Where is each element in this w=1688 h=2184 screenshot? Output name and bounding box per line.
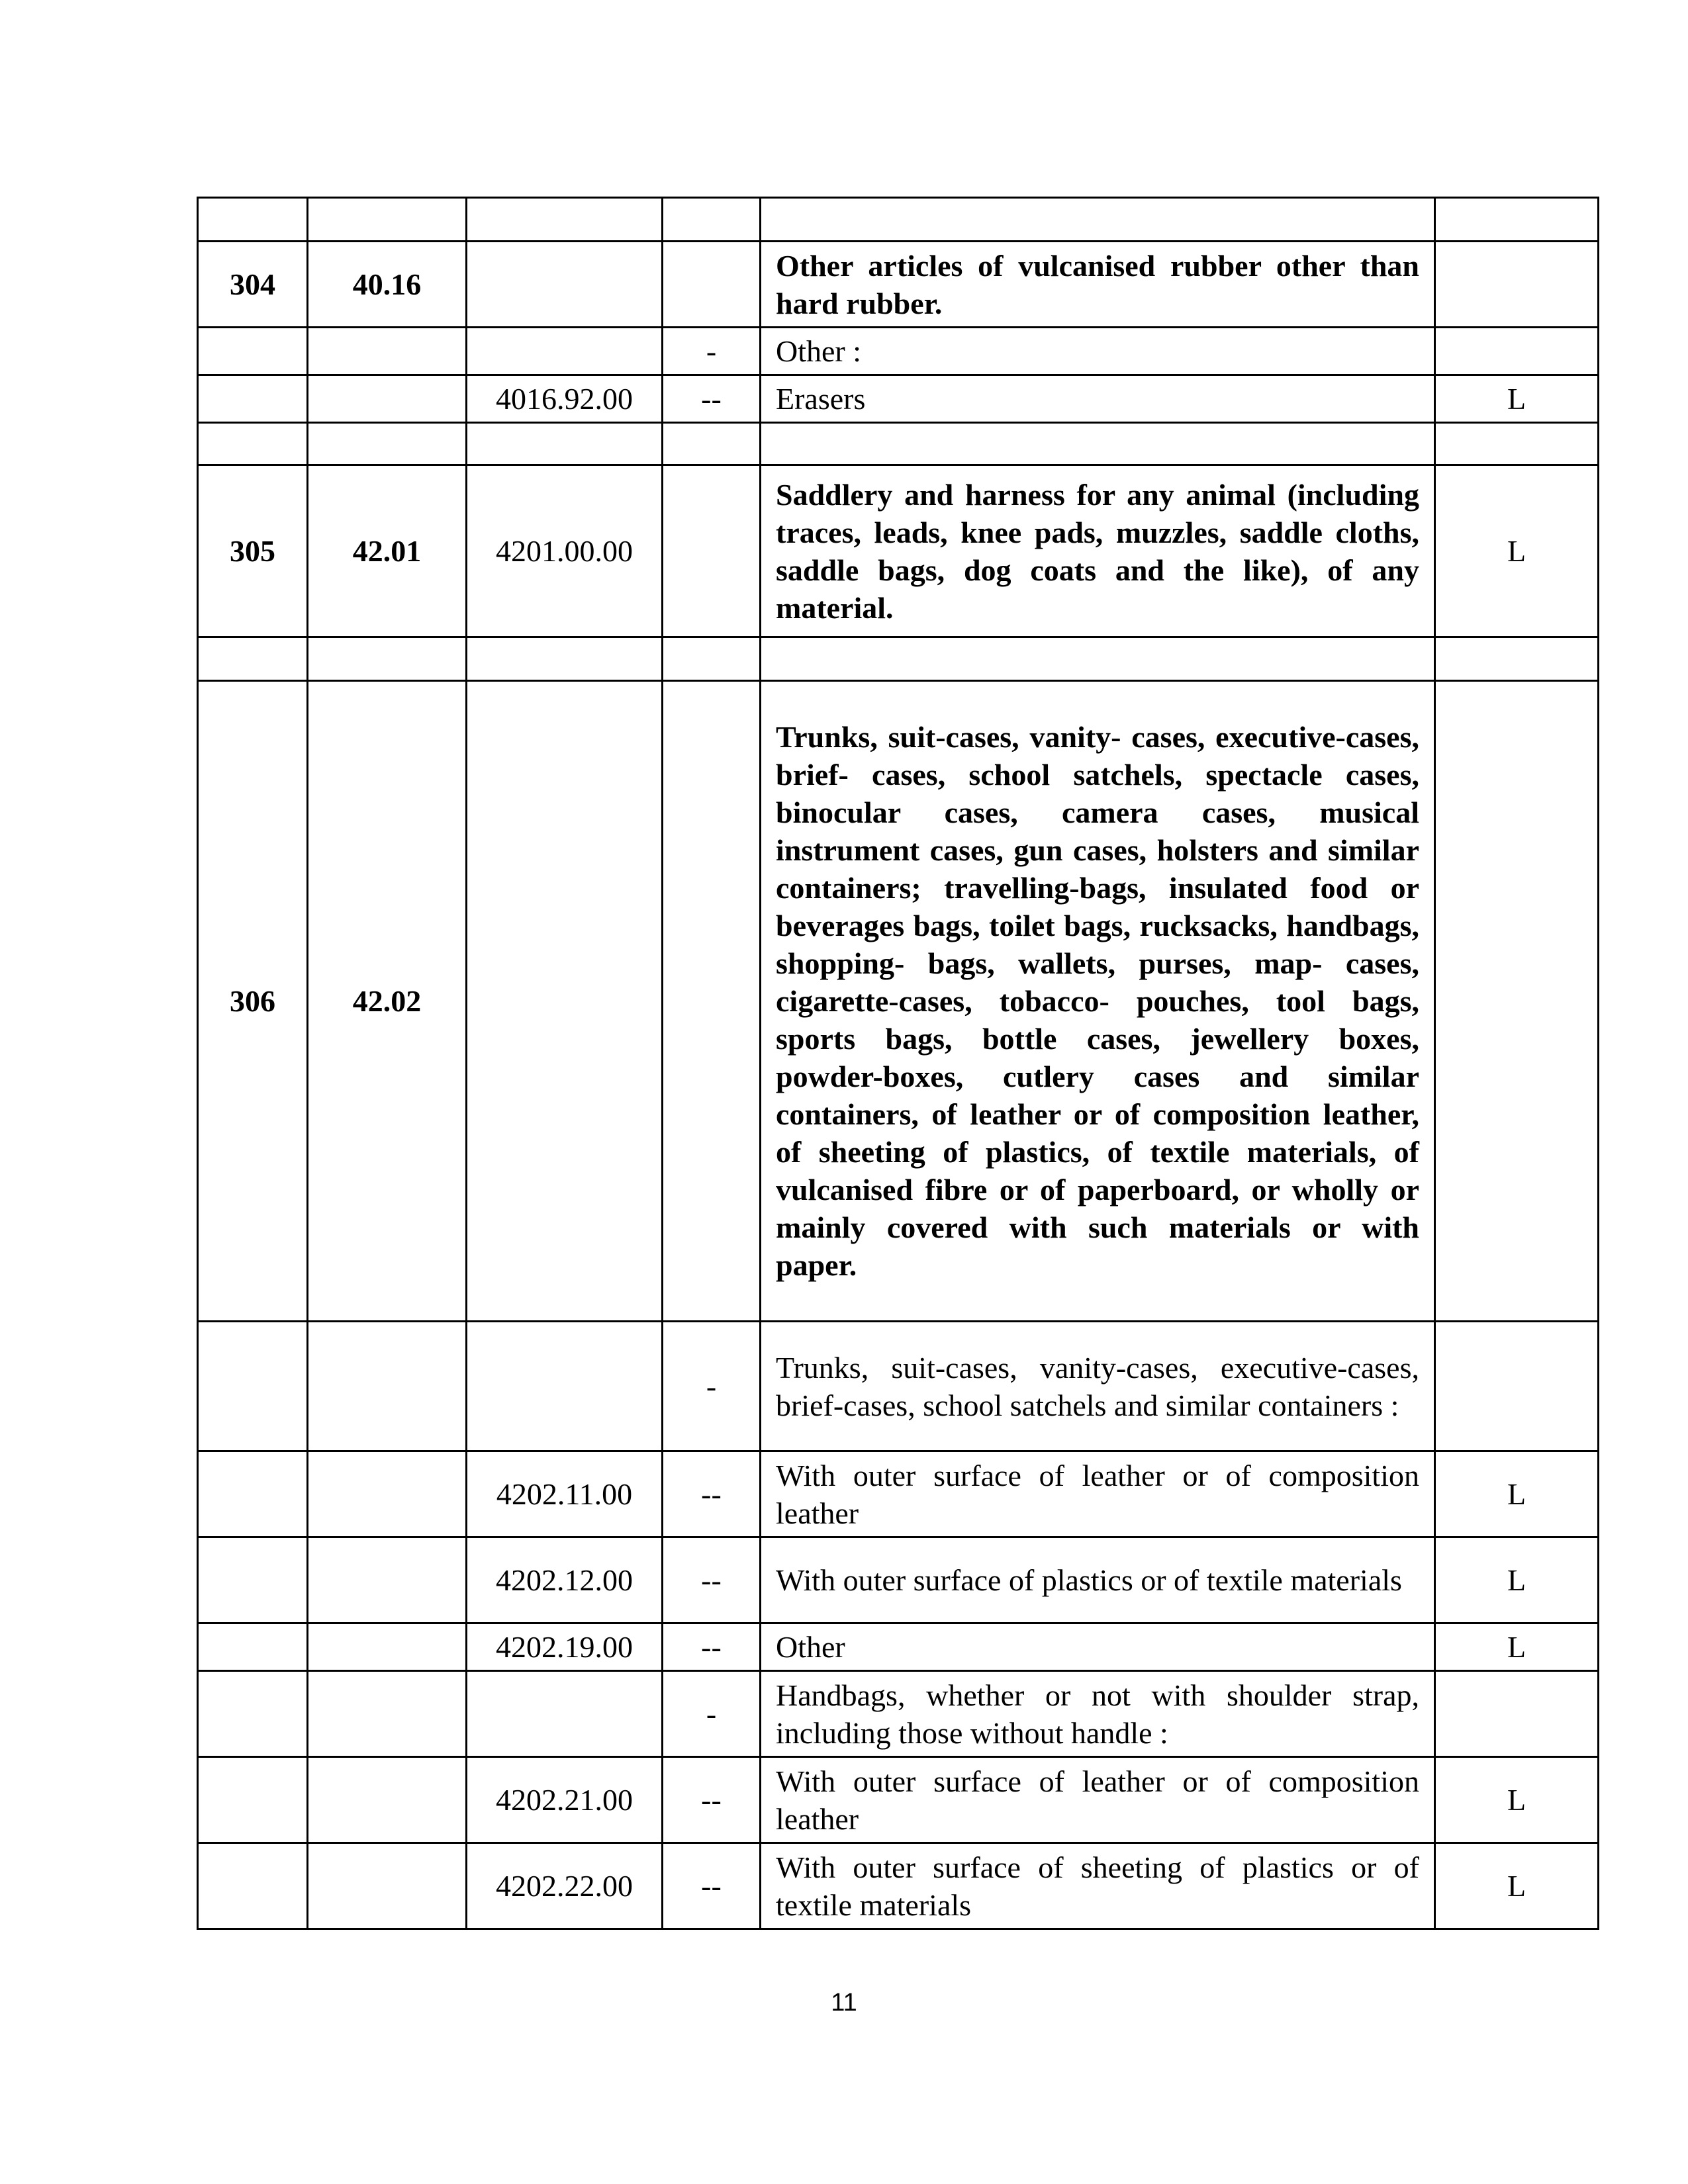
heading-cell xyxy=(308,1843,467,1929)
description-cell xyxy=(761,423,1435,465)
dash-cell xyxy=(663,242,761,328)
description-cell: Other articles of vulcanised rubber other than hard rubber. xyxy=(761,242,1435,328)
hs-code-cell xyxy=(467,242,663,328)
table-row xyxy=(198,637,1599,681)
dash-cell xyxy=(663,423,761,465)
hs-code-cell xyxy=(467,681,663,1322)
heading-cell xyxy=(308,1537,467,1623)
dash-cell xyxy=(663,637,761,681)
hs-code-cell: 4016.92.00 xyxy=(467,375,663,423)
dash-cell: -- xyxy=(663,1757,761,1843)
heading-cell xyxy=(308,637,467,681)
page-number: 11 xyxy=(831,1989,857,2017)
dash-cell: -- xyxy=(663,375,761,423)
hs-code-cell xyxy=(467,1671,663,1757)
mark-cell xyxy=(1435,242,1599,328)
sl-no-cell xyxy=(198,1623,308,1671)
heading-cell xyxy=(308,1757,467,1843)
sl-no-cell: 306 xyxy=(198,681,308,1322)
mark-cell xyxy=(1435,423,1599,465)
mark-cell xyxy=(1435,198,1599,242)
dash-cell: - xyxy=(663,1322,761,1451)
table-row xyxy=(198,1451,1599,1537)
hs-code-cell xyxy=(467,1322,663,1451)
mark-cell: L xyxy=(1435,1623,1599,1671)
table-row xyxy=(198,1537,1599,1623)
sl-no-cell xyxy=(198,637,308,681)
table-row xyxy=(198,198,1599,242)
hs-code-cell: 4202.12.00 xyxy=(467,1537,663,1623)
heading-cell xyxy=(308,1451,467,1537)
heading-cell xyxy=(308,1671,467,1757)
description-cell xyxy=(761,198,1435,242)
table-row xyxy=(198,328,1599,375)
description-cell: Handbags, whether or not with shoulder strap, including those without handle : xyxy=(761,1671,1435,1757)
mark-cell: L xyxy=(1435,1757,1599,1843)
heading-cell xyxy=(308,375,467,423)
sl-no-cell xyxy=(198,1322,308,1451)
dash-cell xyxy=(663,198,761,242)
dash-cell xyxy=(663,465,761,637)
mark-cell xyxy=(1435,1671,1599,1757)
sl-no-cell: 305 xyxy=(198,465,308,637)
table-row xyxy=(198,375,1599,423)
hs-code-cell: 4202.21.00 xyxy=(467,1757,663,1843)
table-row xyxy=(198,1322,1599,1451)
dash-cell: -- xyxy=(663,1843,761,1929)
hs-code-cell: 4202.11.00 xyxy=(467,1451,663,1537)
hs-code-cell: 4202.22.00 xyxy=(467,1843,663,1929)
description-cell: With outer surface of leather or of composition leather xyxy=(761,1451,1435,1537)
description-cell: Saddlery and harness for any animal (including traces, leads, knee pads, muzzles, saddle cloths, saddle bags, dog coats and the like), of any material. xyxy=(761,465,1435,637)
mark-cell: L xyxy=(1435,375,1599,423)
description-cell: With outer surface of leather or of composition leather xyxy=(761,1757,1435,1843)
table-row xyxy=(198,1757,1599,1843)
sl-no-cell xyxy=(198,1671,308,1757)
dash-cell xyxy=(663,681,761,1322)
table-row xyxy=(198,423,1599,465)
table-row xyxy=(198,1843,1599,1929)
table-row xyxy=(198,1623,1599,1671)
dash-cell: - xyxy=(663,1671,761,1757)
sl-no-cell xyxy=(198,423,308,465)
hs-code-cell: 4201.00.00 xyxy=(467,465,663,637)
mark-cell: L xyxy=(1435,465,1599,637)
dash-cell: -- xyxy=(663,1623,761,1671)
hs-code-cell xyxy=(467,423,663,465)
heading-cell xyxy=(308,1322,467,1451)
heading-cell: 42.02 xyxy=(308,681,467,1322)
description-cell: Other : xyxy=(761,328,1435,375)
hs-code-cell xyxy=(467,328,663,375)
description-cell: Erasers xyxy=(761,375,1435,423)
table-row xyxy=(198,242,1599,328)
heading-cell xyxy=(308,423,467,465)
tariff-table xyxy=(197,197,1599,1930)
sl-no-cell xyxy=(198,1843,308,1929)
heading-cell xyxy=(308,1623,467,1671)
sl-no-cell xyxy=(198,1537,308,1623)
sl-no-cell xyxy=(198,328,308,375)
mark-cell: L xyxy=(1435,1537,1599,1623)
table-row xyxy=(198,1671,1599,1757)
mark-cell xyxy=(1435,328,1599,375)
description-cell: With outer surface of plastics or of textile materials xyxy=(761,1537,1435,1623)
description-cell xyxy=(761,637,1435,681)
mark-cell: L xyxy=(1435,1843,1599,1929)
sl-no-cell xyxy=(198,1757,308,1843)
description-cell: Trunks, suit-cases, vanity-cases, executive-cases, brief-cases, school satchels and similar containers : xyxy=(761,1322,1435,1451)
hs-code-cell xyxy=(467,637,663,681)
table-row xyxy=(198,681,1599,1322)
sl-no-cell xyxy=(198,198,308,242)
sl-no-cell xyxy=(198,375,308,423)
description-cell: Other xyxy=(761,1623,1435,1671)
dash-cell: - xyxy=(663,328,761,375)
table-row xyxy=(198,465,1599,637)
heading-cell xyxy=(308,328,467,375)
dash-cell: -- xyxy=(663,1451,761,1537)
heading-cell xyxy=(308,198,467,242)
mark-cell xyxy=(1435,1322,1599,1451)
hs-code-cell: 4202.19.00 xyxy=(467,1623,663,1671)
sl-no-cell: 304 xyxy=(198,242,308,328)
mark-cell xyxy=(1435,637,1599,681)
heading-cell: 40.16 xyxy=(308,242,467,328)
hs-code-cell xyxy=(467,198,663,242)
heading-cell: 42.01 xyxy=(308,465,467,637)
mark-cell xyxy=(1435,681,1599,1322)
sl-no-cell xyxy=(198,1451,308,1537)
mark-cell: L xyxy=(1435,1451,1599,1537)
description-cell: Trunks, suit-cases, vanity- cases, executive-cases, brief- cases, school satchels, spectacle cases, binocular cases, camera cases, musical instrument cases, gun cases, holsters and similar containers; travelling-bags, insulated food or beverages bags, toilet bags, rucksacks, handbags, shopping- bags, wallets, purses, map- cases, cigarette-cases, tobacco- pouches, tool bags, sports bags, bottle cases, jewellery boxes, powder-boxes, cutlery cases and similar containers, of leather or of composition leather, of sheeting of plastics, of textile materials, of vulcanised fibre or of paperboard, or wholly or mainly covered with such materials or with paper. xyxy=(761,681,1435,1322)
dash-cell: -- xyxy=(663,1537,761,1623)
description-cell: With outer surface of sheeting of plastics or of textile materials xyxy=(761,1843,1435,1929)
